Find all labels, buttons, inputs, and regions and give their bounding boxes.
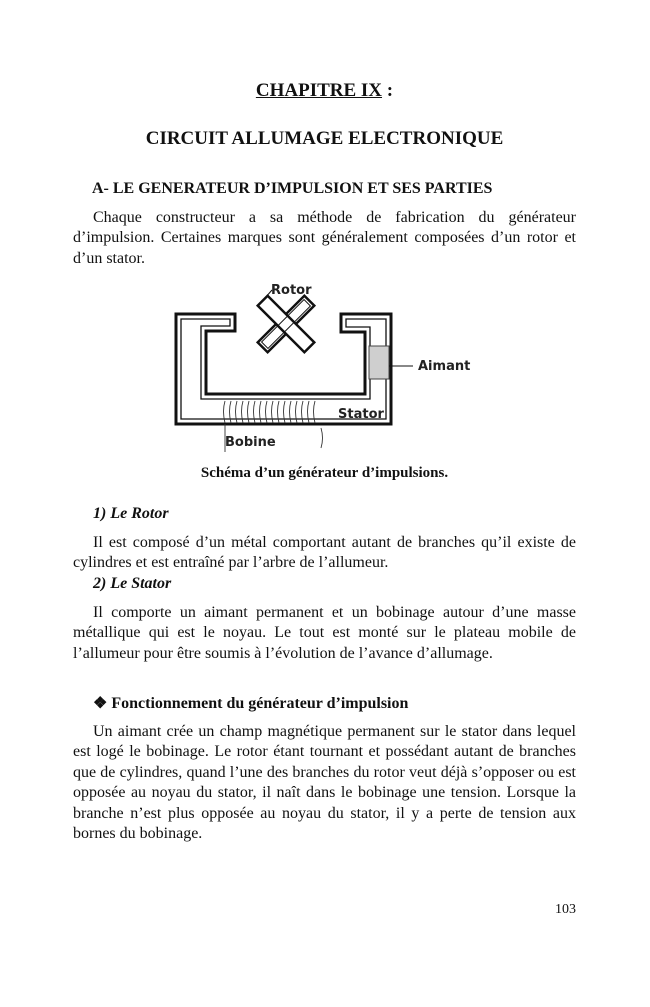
aimant-magnet xyxy=(369,346,389,379)
page-number: 103 xyxy=(555,902,576,917)
chapter-heading xyxy=(73,80,576,102)
chapter-label: CHAPITRE IX xyxy=(255,80,383,101)
label-bobine: Bobine xyxy=(225,435,276,450)
chapter-suffix: : xyxy=(382,80,394,101)
subheading-stator: 2) Le Stator xyxy=(93,575,172,592)
label-aimant: Aimant xyxy=(418,359,471,374)
heading-fonctionnement xyxy=(93,693,408,713)
figure-caption: Schéma d’un générateur d’impulsions. xyxy=(200,465,449,481)
diamond-bullet-icon: ❖ xyxy=(93,695,108,712)
paragraph-intro: Chaque constructeur a sa méthode de fabrication du générateur d’impulsion. Certaines marques sont généralement composées d’un rotor et d’un stator. xyxy=(73,209,576,267)
label-rotor: Rotor xyxy=(271,283,312,298)
chapter-title: CIRCUIT ALLUMAGE ELECTRONIQUE xyxy=(145,128,504,149)
label-stator: Stator xyxy=(338,407,384,422)
heading-fonctionnement-text: Fonctionnement du générateur d’impulsion xyxy=(111,695,409,712)
generator-diagram xyxy=(173,276,483,456)
bobine-coil xyxy=(224,401,316,423)
paragraph-rotor: Il est composé d’un métal comportant autant de branches qu’il existe de cylindres et est entraîné par l’arbre de l’allumeur. xyxy=(73,534,576,572)
paragraph-stator: Il comporte un aimant permanent et un bobinage autour d’une masse métallique qui est le noyau. Le tout est monté sur le plateau mobile de l’allumeur pour être soumis à l’évolution de l’avance d’allumage. xyxy=(73,604,576,662)
paragraph-fonctionnement: Un aimant crée un champ magnétique permanent sur le stator dans lequel est logé le bobinage. Le rotor étant tournant et possédant autant de branches que de cylindres, quand l’une des branches du rotor veut déjà s’opposer ou est opposée au noyau du stator, il naît dans le bobinage une tension. Lorsque la branche n’est plus opposée au noyau du stator, il y a perte de tension aux bornes du bobinage. xyxy=(73,723,576,843)
section-heading-a: A- LE GENERATEUR D’IMPULSION ET SES PARTIES xyxy=(92,180,493,197)
rotor-shape xyxy=(258,296,315,353)
subheading-rotor: 1) Le Rotor xyxy=(93,505,169,522)
